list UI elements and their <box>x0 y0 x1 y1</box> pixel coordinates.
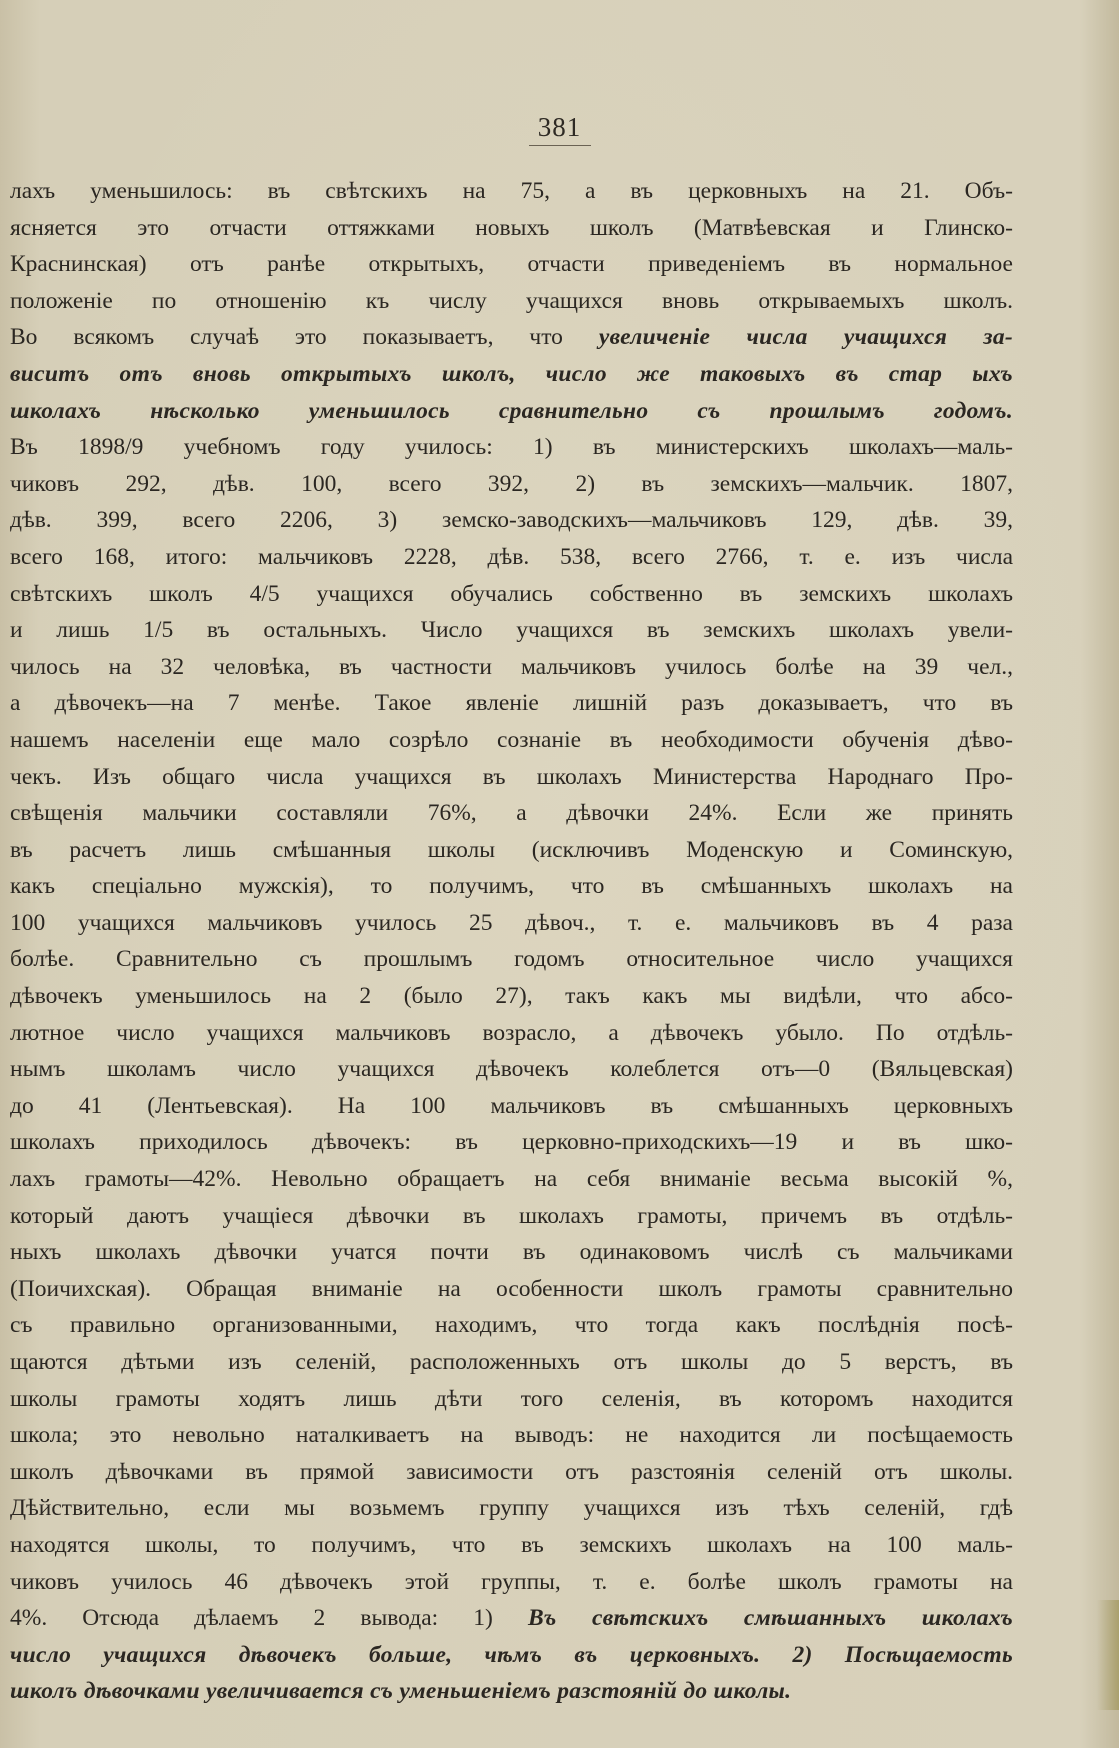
text-segment: ясняется это отчасти оттяжками новыхъ школъ (Матвѣевская и Глинско- <box>10 214 1013 241</box>
text-segment: Въ 1898/9 учебномъ году училось: 1) въ министерскихъ школахъ—маль- <box>10 434 1013 461</box>
italic-text-segment: Въ свѣтскихъ смѣшанныхъ школахъ <box>527 1605 1013 1632</box>
text-line <box>10 393 1013 430</box>
text-segment: свѣтскихъ школъ 4/5 учащихся обучались собственно въ земскихъ школахъ <box>10 580 1013 607</box>
text-segment: Во всякомъ случаѣ это показываетъ, что <box>10 324 599 351</box>
text-segment: свѣщенія мальчики составляли 76%, а дѣвочки 24%. Если же принять <box>10 800 1013 827</box>
text-line <box>10 1161 1013 1198</box>
text-segment: лахъ грамоты—42%. Невольно обращаетъ на себя вниманіе весьма высокій %, <box>10 1166 1013 1193</box>
text-segment: дѣв. 399, всего 2206, 3) земско-заводскихъ—мальчиковъ 129, дѣв. 39, <box>10 507 1013 534</box>
text-segment: (Поичихская). Обращая вниманіе на особенности школъ грамоты сравнительно <box>10 1275 1013 1302</box>
text-segment: 100 учащихся мальчиковъ училось 25 дѣвоч., т. е. мальчиковъ въ 4 раза <box>10 909 1013 936</box>
text-segment: всего 168, итого: мальчиковъ 2228, дѣв. 538, всего 2766, т. е. изъ числа <box>10 543 1013 570</box>
text-segment: лютное число учащихся мальчиковъ возрасло, а дѣвочекъ убыло. По отдѣль- <box>10 1019 1013 1046</box>
text-line <box>10 832 1013 869</box>
text-segment: щаются дѣтьми изъ селеній, расположенныхъ отъ школы до 5 верстъ, въ <box>10 1349 1013 1375</box>
text-line <box>10 1490 1013 1527</box>
text-segment: до 41 (Лентьевская). На 100 мальчиковъ въ смѣшанныхъ церковныхъ <box>10 1092 1013 1119</box>
text-line <box>10 1307 1013 1344</box>
text-line <box>10 941 1013 978</box>
page-number <box>0 112 1119 146</box>
text-line <box>10 1271 1013 1308</box>
text-segment: школа; это невольно наталкиваетъ на выводъ: не находится ли посѣщаемость <box>10 1422 1013 1449</box>
text-segment: находятся школы, то получимъ, что въ земскихъ школахъ на 100 маль- <box>10 1531 1013 1558</box>
page-number-text: 381 <box>537 112 582 142</box>
text-line <box>10 1234 1013 1271</box>
italic-text-segment: число учащихся дѣвочекъ больше, чѣмъ въ церковныхъ. 2) Посѣщаемость <box>10 1641 1013 1668</box>
text-line <box>10 978 1013 1015</box>
text-line <box>10 1417 1013 1454</box>
text-line <box>10 868 1013 905</box>
text-segment: который даютъ учащіеся дѣвочки въ школахъ грамоты, причемъ въ отдѣль- <box>10 1202 1013 1229</box>
text-line <box>10 612 1013 649</box>
text-segment: ныхъ школахъ дѣвочки учатся почти въ одинаковомъ числѣ съ мальчиками <box>10 1239 1013 1266</box>
text-line <box>10 1015 1013 1052</box>
text-segment: съ правильно организованными, находимъ, что тогда какъ послѣднія посѣ- <box>10 1312 1013 1339</box>
text-segment: болѣе. Сравнительно съ прошлымъ годомъ относительное число учащихся <box>10 946 1013 973</box>
text-line <box>10 283 1013 320</box>
text-line <box>10 466 1013 503</box>
text-segment: нашемъ населеніи еще мало созрѣло сознаніе въ необходимости обученія дѣво- <box>10 726 1013 753</box>
text-segment: школы грамоты ходятъ лишь дѣти того селенія, въ которомъ находится <box>10 1385 1013 1412</box>
text-line <box>10 173 1013 210</box>
text-line <box>10 1454 1013 1491</box>
text-segment: школахъ приходилось дѣвочекъ: въ церковно-приходскихъ—19 и въ шко- <box>10 1129 1013 1156</box>
italic-text-segment: увеличеніе числа учащихся за- <box>598 324 1013 351</box>
text-segment: въ расчетъ лишь смѣшанныя школы (исключивъ Моденскую и Соминскую, <box>10 836 1013 863</box>
text-line <box>10 1381 1013 1418</box>
text-line <box>10 1051 1013 1088</box>
text-segment: нымъ школамъ число учащихся дѣвочекъ колеблется отъ—0 (Вяльцевская) <box>10 1056 1013 1083</box>
text-line <box>10 795 1013 832</box>
text-line <box>10 759 1013 796</box>
text-line <box>10 1344 1013 1381</box>
text-line <box>10 246 1013 283</box>
text-line <box>10 685 1013 722</box>
text-line <box>10 649 1013 686</box>
text-segment: школъ дѣвочками въ прямой зависимости отъ разстоянія селеній отъ школы. <box>10 1458 1013 1485</box>
text-line <box>10 905 1013 942</box>
text-line <box>10 502 1013 539</box>
body-text <box>10 173 1013 1710</box>
text-segment: чиковъ училось 46 дѣвочекъ этой группы, т. е. болѣе школъ грамоты на <box>10 1568 1013 1595</box>
text-line <box>10 576 1013 613</box>
italic-text-segment: школъ дѣвочками увеличивается съ уменьшеніемъ разстояній до школы. <box>10 1678 792 1705</box>
text-line <box>10 1673 1013 1710</box>
text-line <box>10 356 1013 393</box>
italic-text-segment: виситъ отъ вновь открытыхъ школъ, число же таковыхъ въ стар ыхъ <box>10 360 1013 387</box>
text-line <box>10 1637 1013 1674</box>
text-line <box>10 539 1013 576</box>
text-segment: и лишь 1/5 въ остальныхъ. Число учащихся въ земскихъ школахъ увели- <box>10 617 1013 644</box>
text-line <box>10 210 1013 247</box>
text-line <box>10 429 1013 466</box>
text-segment: чилось на 32 человѣка, въ частности мальчиковъ училось болѣе на 39 чел., <box>10 653 1013 680</box>
text-line <box>10 722 1013 759</box>
text-line <box>10 1600 1013 1637</box>
page-number-underline <box>529 145 591 146</box>
italic-text-segment: школахъ нѣсколько уменьшилось сравнительно съ прошлымъ годомъ. <box>10 397 1013 424</box>
text-segment: положеніе по отношенію къ числу учащихся вновь открываемыхъ школъ. <box>10 287 1013 314</box>
text-segment: 4%. Отсюда дѣлаемъ 2 вывода: 1) <box>10 1605 528 1632</box>
text-line <box>10 1564 1013 1601</box>
text-segment: Дѣйствительно, если мы возьмемъ группу учащихся изъ тѣхъ селеній, гдѣ <box>10 1495 1013 1522</box>
text-segment: чекъ. Изъ общаго числа учащихся въ школахъ Министерства Народнаго Про- <box>10 763 1013 790</box>
text-segment: какъ спеціально мужскія), то получимъ, что въ смѣшанныхъ школахъ на <box>10 873 1013 900</box>
page-edge-mark <box>1097 1600 1119 1710</box>
text-line <box>10 319 1013 356</box>
text-segment: Краснинская) отъ ранѣе открытыхъ, отчасти приведеніемъ въ нормальное <box>10 251 1013 278</box>
text-line <box>10 1088 1013 1125</box>
text-segment: а дѣвочекъ—на 7 менѣе. Такое явленіе лишній разъ доказываетъ, что въ <box>10 690 1013 717</box>
text-segment: чиковъ 292, дѣв. 100, всего 392, 2) въ земскихъ—мальчик. 1807, <box>10 470 1013 497</box>
text-line <box>10 1124 1013 1161</box>
text-line <box>10 1198 1013 1235</box>
text-line <box>10 1527 1013 1564</box>
text-segment: лахъ уменьшилось: въ свѣтскихъ на 75, а въ церковныхъ на 21. Объ- <box>10 178 1013 204</box>
text-segment: дѣвочекъ уменьшилось на 2 (было 27), такъ какъ мы видѣли, что абсо- <box>10 983 1013 1010</box>
